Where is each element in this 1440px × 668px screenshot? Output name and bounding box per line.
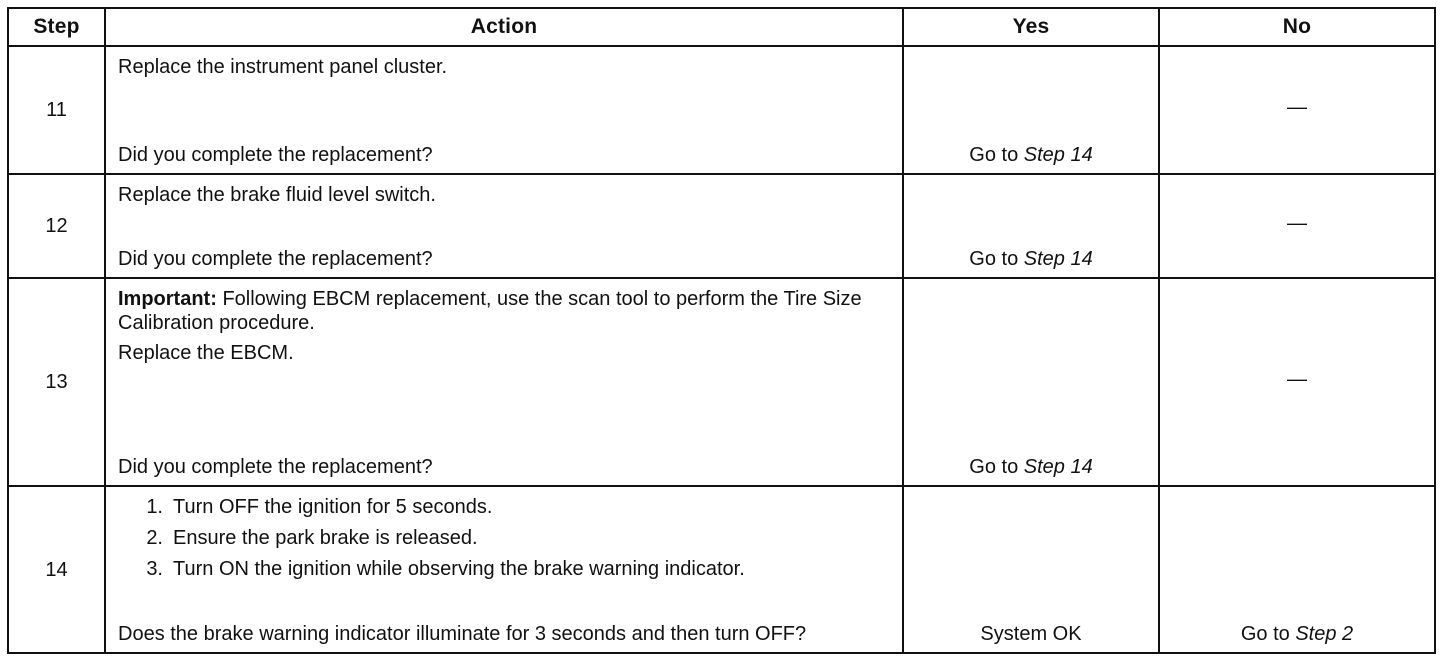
action-cell	[105, 46, 903, 174]
yes-step-link[interactable]: Step 14	[1023, 144, 1093, 166]
step-cell	[8, 46, 105, 174]
step-number: 14	[45, 558, 68, 581]
header-no: No	[1159, 8, 1435, 46]
header-action: Action	[105, 8, 903, 46]
table-row	[8, 278, 1435, 486]
action-cell	[105, 278, 903, 486]
step-cell	[8, 174, 105, 278]
action-question: Did you complete the replacement?	[118, 144, 433, 166]
yes-cell	[903, 174, 1159, 278]
substep-text: Turn ON the ignition while observing the brake warning indicator.	[173, 558, 745, 580]
action-text: Replace the brake fluid level switch.	[118, 184, 436, 206]
substep-number: 3.	[146, 558, 163, 580]
step-number: 12	[45, 215, 68, 237]
yes-result	[904, 143, 1158, 167]
action-question: Did you complete the replacement?	[118, 248, 433, 270]
yes-cell	[903, 486, 1159, 653]
important-note	[118, 287, 892, 335]
yes-step-link[interactable]: Step 14	[1023, 456, 1093, 478]
no-cell	[1159, 486, 1435, 653]
yes-result	[904, 247, 1158, 271]
list-item	[118, 557, 892, 581]
table-row	[8, 174, 1435, 278]
action-question: Does the brake warning indicator illuminate for 3 seconds and then turn OFF?	[118, 623, 807, 645]
yes-cell	[903, 46, 1159, 174]
no-cell	[1159, 278, 1435, 486]
no-result-dash: —	[1287, 368, 1307, 391]
substep-text: Ensure the park brake is released.	[173, 527, 478, 549]
no-result-dash: —	[1287, 96, 1307, 119]
important-label: Important:	[118, 288, 217, 310]
no-result	[1160, 622, 1434, 646]
action-cell	[105, 174, 903, 278]
substep-list	[118, 495, 892, 581]
header-step: Step	[8, 8, 105, 46]
substep-text: Turn OFF the ignition for 5 seconds.	[173, 496, 493, 518]
substep-number: 2.	[146, 527, 163, 549]
table-row	[8, 46, 1435, 174]
step-cell	[8, 278, 105, 486]
yes-cell	[903, 278, 1159, 486]
yes-prefix: Go to	[969, 248, 1024, 270]
table-row	[8, 486, 1435, 653]
list-item	[118, 495, 892, 519]
action-text: Replace the EBCM.	[118, 342, 294, 364]
no-result-dash: —	[1287, 212, 1307, 235]
yes-result	[904, 455, 1158, 479]
no-cell	[1159, 46, 1435, 174]
important-text: Following EBCM replacement, use the scan tool to perform the Tire Size Calibration procedure.	[118, 288, 862, 334]
header-row	[8, 8, 1435, 46]
step-number: 13	[45, 371, 68, 393]
substep-number: 1.	[146, 496, 163, 518]
yes-result: System OK	[980, 623, 1082, 645]
yes-prefix: Go to	[969, 456, 1024, 478]
action-text: Replace the instrument panel cluster.	[118, 56, 448, 78]
yes-prefix: Go to	[969, 144, 1024, 166]
step-cell	[8, 486, 105, 653]
action-cell	[105, 486, 903, 653]
step-number: 11	[46, 99, 67, 121]
list-item	[118, 526, 892, 550]
no-step-link[interactable]: Step 2	[1295, 623, 1354, 645]
no-prefix: Go to	[1240, 623, 1296, 645]
yes-step-link[interactable]: Step 14	[1023, 248, 1093, 270]
action-question: Did you complete the replacement?	[118, 456, 433, 478]
header-yes: Yes	[903, 8, 1159, 46]
diagnostic-table	[7, 7, 1436, 654]
no-cell	[1159, 174, 1435, 278]
